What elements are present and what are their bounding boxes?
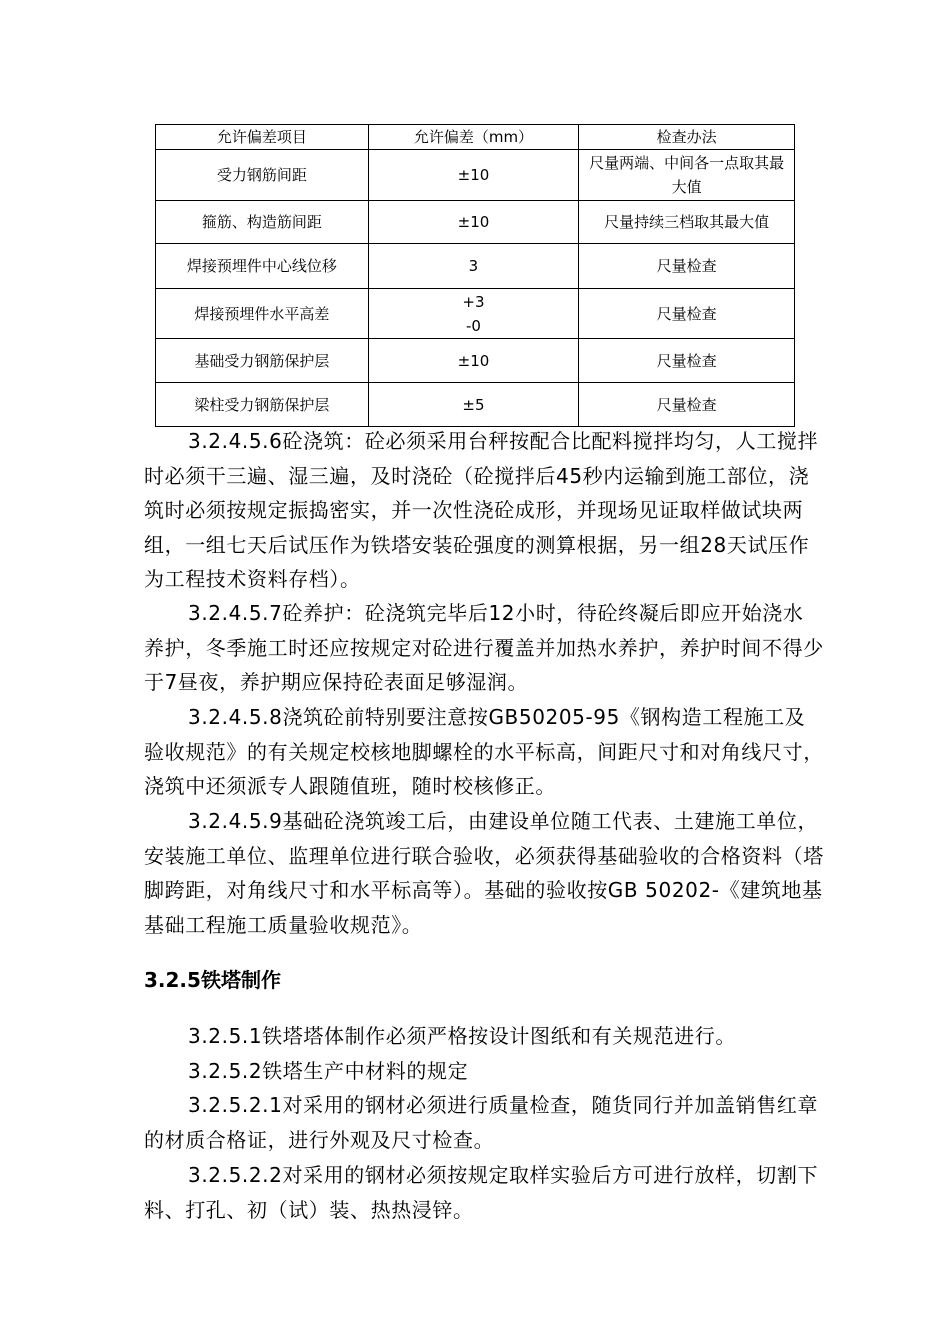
paragraph-3-2-4-5-8: 3.2.4.5.8浇筑砼前特别要注意按GB50205-95《钢构造工程施工及验收规范》的有关规定校核地脚螺栓的水平标高，间距尺寸和对角线尺寸，浇筑中还须派专人跟随值班，随时校核修正。 bbox=[144, 705, 824, 798]
table-row bbox=[156, 201, 795, 244]
header-method: 检查办法 bbox=[579, 125, 795, 150]
tolerance-upper: +3 bbox=[462, 292, 485, 311]
cell-tolerance: ±10 bbox=[368, 201, 579, 244]
header-item: 允许偏差项目 bbox=[156, 125, 369, 150]
paragraph-3-2-4-5-7: 3.2.4.5.7砼养护：砼浇筑完毕后12小时，待砼终凝后即应开始浇水养护，冬季施工时还应按规定对砼进行覆盖并加热水养护，养护时间不得少于7昼夜，养护期应保持砼表面足够湿润。 bbox=[144, 601, 824, 694]
cell-method: 尺量检查 bbox=[579, 244, 795, 289]
cell-method: 尺量持续三档取其最大值 bbox=[579, 201, 795, 244]
cell-tolerance: ±5 bbox=[368, 383, 579, 427]
table-row bbox=[156, 339, 795, 383]
section-heading: 3.2.5铁塔制作 bbox=[144, 968, 281, 992]
paragraph-3-2-5-1: 3.2.5.1铁塔塔体制作必须严格按设计图纸和有关规范进行。 bbox=[188, 1024, 736, 1048]
cell-item: 梁柱受力钢筋保护层 bbox=[156, 383, 369, 427]
table-row bbox=[156, 150, 795, 201]
paragraph-3-2-4-5-6: 3.2.4.5.6砼浇筑：砼必须采用台秤按配合比配料搅拌均匀，人工搅拌时必须干三遍、湿三遍，及时浇砼（砼搅拌后45秒内运输到施工部位，浇筑时必须按规定振捣密实，并一次性浇砼成形，并现场见证取样做试块两组，一组七天后试压作为铁塔安装砼强度的测算根据，另一组28天试压作为工程技术资料存档）。 bbox=[144, 429, 819, 591]
cell-method: 尺量检查 bbox=[579, 339, 795, 383]
header-tolerance: 允许偏差（mm） bbox=[368, 125, 579, 150]
cell-item: 焊接预埋件中心线位移 bbox=[156, 244, 369, 289]
tolerance-lower: -0 bbox=[465, 316, 481, 335]
cell-item: 基础受力钢筋保护层 bbox=[156, 339, 369, 383]
cell-item: 焊接预埋件水平高差 bbox=[156, 289, 369, 339]
paragraph-3-2-4-5-9: 3.2.4.5.9基础砼浇筑竣工后，由建设单位随工代表、土建施工单位，安装施工单位、监理单位进行联合验收，必须获得基础验收的合格资料（塔脚跨距，对角线尺寸和水平标高等）。基础的验收按GB 50202-《建筑地基基础工程施工质量验收规范》。 bbox=[144, 809, 824, 937]
cell-tolerance bbox=[368, 289, 579, 339]
table-row bbox=[156, 244, 795, 289]
paragraph-3-2-5-2-2: 3.2.5.2.2对采用的钢材必须按规定取样实验后方可进行放样，切割下料、打孔、初（试）装、热热浸锌。 bbox=[144, 1163, 819, 1222]
cell-method: 尺量检查 bbox=[579, 289, 795, 339]
cell-method: 尺量检查 bbox=[579, 383, 795, 427]
table-row bbox=[156, 383, 795, 427]
table-row bbox=[156, 289, 795, 339]
cell-tolerance: 3 bbox=[368, 244, 579, 289]
table-header-row bbox=[156, 125, 795, 150]
tolerance-table bbox=[155, 124, 795, 427]
cell-method: 尺量两端、中间各一点取其最大值 bbox=[579, 150, 795, 201]
paragraph-3-2-5-2-1: 3.2.5.2.1对采用的钢材必须进行质量检查，随货同行并加盖销售红章的材质合格证，进行外观及尺寸检查。 bbox=[144, 1093, 819, 1152]
paragraph-3-2-5-2: 3.2.5.2铁塔生产中材料的规定 bbox=[188, 1059, 469, 1083]
cell-tolerance: ±10 bbox=[368, 150, 579, 201]
cell-item: 箍筋、构造筋间距 bbox=[156, 201, 369, 244]
cell-tolerance: ±10 bbox=[368, 339, 579, 383]
cell-item: 受力钢筋间距 bbox=[156, 150, 369, 201]
